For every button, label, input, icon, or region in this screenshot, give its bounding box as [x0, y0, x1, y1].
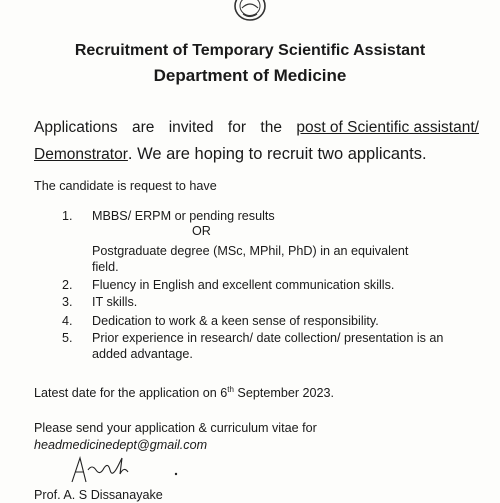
intro-word: for — [227, 119, 247, 136]
post-title-continued: Demonstrator — [34, 146, 128, 163]
list-item-number: 3. — [62, 295, 73, 309]
deadline-text — [34, 382, 334, 401]
post-title: post of Scientific assistant/ — [296, 119, 479, 136]
intro-sentence: . We are hoping to recruit two applicants. — [127, 145, 427, 163]
page-title: Recruitment of Temporary Scientific Assistant — [74, 42, 426, 59]
contact-line: Please send your application & curriculum vitae for — [34, 421, 317, 435]
deadline-suffix: September 2023. — [233, 386, 335, 401]
list-item: added advantage. — [92, 347, 193, 361]
list-item: Dedication to work & a keen sense of responsibility. — [92, 314, 379, 328]
deadline-sup: th — [227, 385, 234, 394]
signature — [66, 452, 196, 488]
university-seal-icon — [233, 0, 267, 22]
intro-paragraph — [34, 114, 479, 168]
intro-word: the — [260, 119, 282, 136]
requirements-intro: The candidate is request to have — [34, 179, 217, 193]
list-item: Fluency in English and excellent communication skills. — [92, 278, 395, 292]
intro-word: are — [131, 119, 155, 136]
intro-word: invited — [168, 119, 214, 136]
list-item: MBBS/ ERPM or pending results — [92, 209, 275, 223]
or-separator: OR — [192, 224, 211, 238]
department-title: Department of Medicine — [153, 66, 347, 85]
intro-word: Applications — [34, 119, 118, 136]
list-item: IT skills. — [92, 295, 138, 309]
list-item-number: 4. — [62, 314, 73, 328]
list-item-number: 5. — [62, 331, 73, 345]
list-item: Prior experience in research/ date collection/ presentation is an — [92, 331, 444, 345]
list-item: Postgraduate degree (MSc, MPhil, PhD) in an equivalent — [92, 244, 409, 258]
contact-email: headmedicinedept@gmail.com — [34, 438, 208, 452]
list-item-number: 1. — [62, 209, 73, 223]
signatory-name: Prof. A. S Dissanayake — [34, 488, 163, 502]
list-item: field. — [92, 260, 119, 274]
list-item-number: 2. — [62, 278, 73, 292]
deadline-prefix: Latest date for the application on 6 — [34, 386, 228, 401]
